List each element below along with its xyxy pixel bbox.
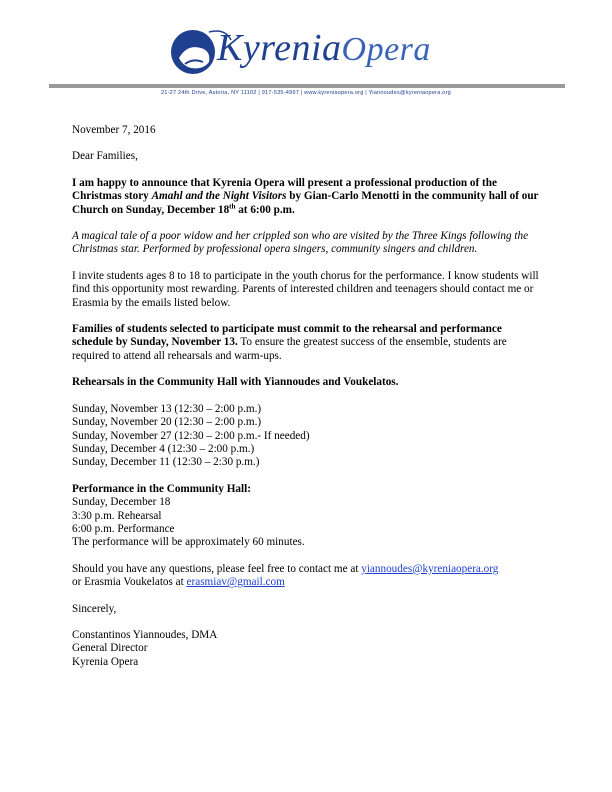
kyrenia-opera-logo <box>165 18 431 80</box>
invite-paragraph: I invite students ages 8 to 18 to participate in the youth chorus for the performance. I know students will find this opportunity most rewarding. Parents of interested children and teenagers should contact me or Erasmia by the emails listed below. <box>72 269 539 309</box>
list-item: Sunday, December 4 (12:30 – 2:00 p.m.) <box>72 442 255 455</box>
signature-name: Constantinos Yiannoudes, DMA <box>72 628 218 641</box>
letterhead-rule <box>49 84 565 88</box>
closing: Sincerely, <box>72 602 117 615</box>
letterhead-contact: 21-27 24th Drive, Astoria, NY 11102 | 917-535-4997 | www.kyreniaopera.org | Yiannoudes@kyreniaopera.org <box>161 90 451 96</box>
list-item: 3:30 p.m. Rehearsal <box>72 509 162 522</box>
commitment-paragraph: Families of students selected to participate must commit to the rehearsal and performance schedule by Sunday, November 13. To ensure the greatest success of the ensemble, students are required to attend all rehearsals and warm-ups. <box>72 323 507 362</box>
opera-title: Amahl and the Night Visitors <box>151 190 287 203</box>
signature-block <box>72 629 542 669</box>
signature-org: Kyrenia Opera <box>72 655 139 668</box>
signature-title: General Director <box>72 642 148 655</box>
list-item: The performance will be approximately 60 minutes. <box>72 536 305 549</box>
list-item: Sunday, November 27 (12:30 – 2:00 p.m.- If needed) <box>72 429 310 442</box>
logo-wordmark: KyreniaOpera <box>217 27 431 69</box>
list-item: 6:00 p.m. Performance <box>72 522 175 535</box>
email-link-yiannoudes[interactable]: yiannoudes@kyreniaopera.org <box>361 562 499 575</box>
list-item: Sunday, November 13 (12:30 – 2:00 p.m.) <box>72 402 262 415</box>
salutation: Dear Families, <box>72 150 138 163</box>
letterhead <box>0 0 612 100</box>
tagline-paragraph: A magical tale of a poor widow and her crippled son who are visited by the Three Kings following the Christmas star. Performed by professional opera singers, community singers and children. <box>72 230 529 256</box>
letter-body <box>72 124 542 669</box>
performance-heading: Performance in the Community Hall: <box>72 482 251 495</box>
rehearsals-heading: Rehearsals in the Community Hall with Yiannoudes and Voukelatos. <box>72 376 399 389</box>
list-item: Sunday, December 11 (12:30 – 2:30 p.m.) <box>72 456 260 469</box>
list-item: Sunday, November 20 (12:30 – 2:00 p.m.) <box>72 416 262 429</box>
rehearsal-list <box>72 403 542 470</box>
contact-paragraph: Should you have any questions, please feel free to contact me at yiannoudes@kyreniaopera.org or Erasmia Voukelatos at erasmiav@gmail.com <box>72 562 499 589</box>
letter-date: November 7, 2016 <box>72 124 156 136</box>
list-item: Sunday, December 18 <box>72 496 171 509</box>
announcement-paragraph: I am happy to announce that Kyrenia Opera will present a professional production of the Christmas story Amahl and the Night Visitors by Gian-Carlo Menotti in the community hall of our Church on Sunday, December 18th at 6:00 p.m. <box>72 176 539 216</box>
performance-list <box>72 496 542 550</box>
email-link-erasmia[interactable]: erasmiav@gmail.com <box>186 576 285 589</box>
